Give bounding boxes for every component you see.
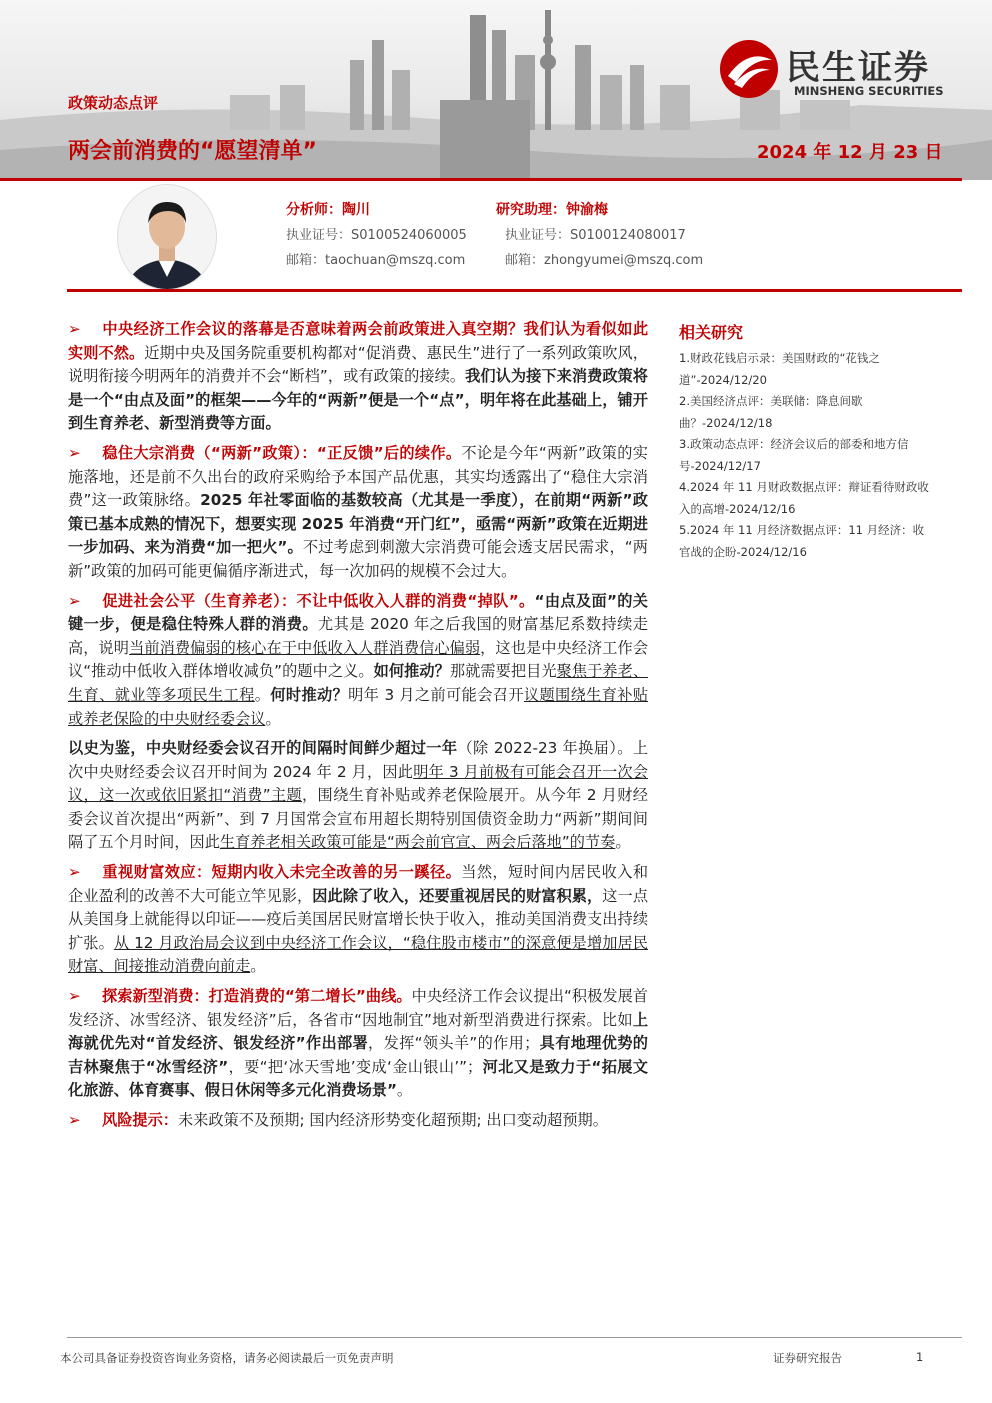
brand-logo — [718, 38, 968, 102]
assistant-email[interactable]: 邮箱：zhongyumei@mszq.com — [505, 253, 704, 268]
footer-report-type: 证券研究报告 — [773, 1351, 842, 1365]
footer-disclaimer: 本公司具备证券投资咨询业务资格，请务必阅读最后一页免责声明 — [60, 1351, 394, 1365]
page-number: 1 — [916, 1350, 924, 1364]
related-research-item[interactable]: 4.2024 年 11 月财政数据点评：辩证看待财政收入的高增-2024/12/16 — [679, 480, 929, 516]
related-research-item[interactable]: 2.美国经济点评：美联储：降息间歇曲？-2024/12/18 — [679, 394, 863, 430]
bullet-arrow-icon: ➢ — [68, 443, 81, 462]
assistant-name: 研究助理：钟渝梅 — [496, 202, 608, 218]
related-research-title: 相关研究 — [679, 323, 744, 342]
header-banner — [0, 0, 992, 180]
bullet-arrow-icon: ➢ — [68, 987, 81, 1006]
paragraph-2: ➢ 稳住大宗消费（“两新”政策）：“正反馈”后的续作。不论是今年“两新”政策的实施落地，还是前不久出台的政府采购给予本国产品优惠，其实均透露出了“稳住大宗消费”这一政策脉络。2025 年社零面临的基数较高（尤其是一季度），在前期“两新”政策已基本成熟的情况下，想要实现 2025 年消费“开门红”，亟需“两新”政策在近期进一步加码、来为消费“加一把火”。不过考虑到刺激大宗消费可能会透支居民需求，“两新”政策的加码可能更偏循序渐进式，每一次加码的规模不会过大。 — [68, 443, 648, 580]
paragraph-1: ➢ 中央经济工作会议的落幕是否意味着两会前政策进入真空期？我们认为看似如此实则不然。近期中央及国务院重要机构都对“促消费、惠民生”进行了一系列政策吹风，说明衔接今明两年的消费并不会“断档”，或有政策的接续。我们认为接下来消费政策将是一个“由点及面”的框架——今年的“两新”便是一个“点”，明年将在此基础上，铺开到生育养老、新型消费等方面。 — [68, 320, 648, 433]
brand-name-cn: 民生证券 — [786, 48, 930, 88]
analyst-avatar — [117, 184, 217, 290]
brand-name-en: MINSHENG SECURITIES — [794, 84, 944, 98]
minsheng-logo-icon — [718, 38, 780, 100]
related-research-item[interactable]: 3.政策动态点评：经济会议后的部委和地方信号-2024/12/17 — [679, 437, 909, 473]
report-category: 政策动态点评 — [68, 94, 159, 112]
footer-divider — [67, 1337, 962, 1338]
analyst-name: 分析师：陶川 — [286, 202, 370, 218]
analyst-license: 执业证号：S0100524060005 — [286, 228, 467, 243]
bullet-arrow-icon: ➢ — [68, 863, 81, 882]
assistant-license: 执业证号：S0100124080017 — [505, 228, 686, 243]
related-research-item[interactable]: 5.2024 年 11 月经济数据点评：11 月经济：收官战的企盼-2024/12/16 — [679, 523, 925, 559]
paragraph-4: 以史为鉴，中央财经委会议召开的间隔时间鲜少超过一年（除 2022-23 年换届）。上次中央财经委会议召开时间为 2024 年 2 月，因此明年 3 月前极有可能会召开一次会议，这一次或依旧紧扣“消费”主题，围绕生育补贴或养老保险展开。从今年 2 月财经委会议首次提出“两新”、到 7 月国常会宣布用超长期特别国债资金助力“两新”期间间隔了五个月时间，因此生育养老相关政策可能是“两会前官宣、两会后落地”的节奏。 — [68, 739, 649, 852]
bullet-arrow-icon: ➢ — [68, 320, 81, 338]
paragraph-3: ➢ 促进社会公平（生育养老）：不让中低收入人群的消费“掉队”。“由点及面”的关键一步，便是稳住特殊人群的消费。尤其是 2020 年之后我国的财富基尼系数持续走高，说明当前消费偏弱的核心在于中低收入人群消费信心偏弱，这也是中央经济工作会议“推动中低收入群体增收减负”的题中之义。如何推动？那就需要把目光聚焦于养老、生育、就业等多项民生工程。何时推动？明年 3 月之前可能会召开议题围绕生育补贴或养老保险的中央财经委会议。 — [68, 591, 649, 728]
bullet-arrow-icon: ➢ — [68, 591, 81, 610]
report-date: 2024 年 12 月 23 日 — [757, 142, 943, 163]
paragraph-6: ➢ 探索新型消费：打造消费的“第二增长”曲线。中央经济工作会议提出“积极发展首发经济、冰雪经济、银发经济”后，各省市“因地制宜”地对新型消费进行探索。比如上海就优先对“首发经济、银发经济”作出部署，发挥“领头羊”的作用；具有地理优势的吉林聚焦于“冰雪经济”，要“把‘冰天雪地’变成‘金山银山’”；河北又是致力于“拓展文化旅游、体育赛事、假日休闲等多元化消费场景”。 — [68, 987, 648, 1100]
header-divider — [0, 178, 962, 181]
paragraph-risk: ➢ 风险提示：未来政策不及预期; 国内经济形势变化超预期; 出口变动超预期。 — [68, 1109, 648, 1133]
report-title: 两会前消费的“愿望清单” — [68, 139, 317, 164]
related-research — [679, 320, 929, 563]
bullet-arrow-icon: ➢ — [68, 1111, 81, 1129]
paragraph-5: ➢ 重视财富效应：短期内收入未完全改善的另一蹊径。当然，短时间内居民收入和企业盈利的改善不大可能立竿见影，因此除了收入，还要重视居民的财富积累，这一点从美国身上就能得以印证——疫后美国居民财富增长快于收入，推动美国消费支出持续扩张。从 12 月政治局会议到中央经济工作会议，“稳住股市楼市”的深意便是增加居民财富、间接推动消费向前走。 — [68, 863, 649, 976]
analyst-email[interactable]: 邮箱：taochuan@mszq.com — [286, 253, 466, 268]
analyst-divider — [67, 289, 962, 292]
related-research-item[interactable]: 1.财政花钱启示录：美国财政的“花钱之道”-2024/12/20 — [679, 351, 880, 387]
main-content — [68, 318, 648, 1139]
